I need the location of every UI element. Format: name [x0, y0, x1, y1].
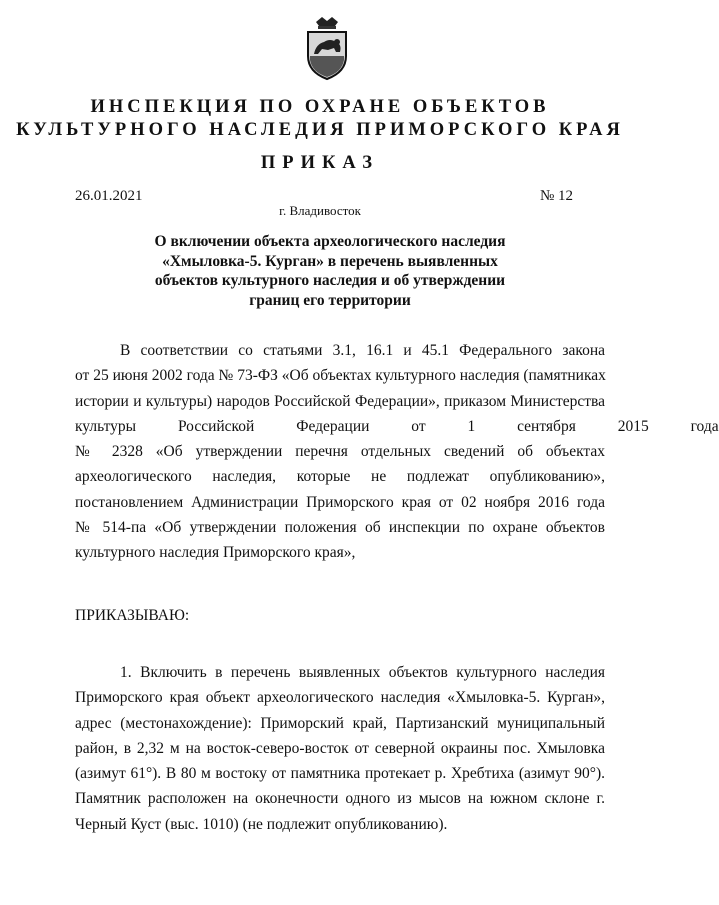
subject-line: «Хмыловка-5. Курган» в перечень выявленных: [162, 252, 498, 270]
paragraph-line: № 514-па «Об утверждении положения об инспекции по охране объектов: [75, 519, 605, 537]
document-type-title: ПРИКАЗ: [260, 153, 380, 173]
item-1-paragraph: [75, 660, 605, 837]
org-name-line-1: ИНСПЕКЦИЯ ПО ОХРАНЕ ОБЪЕКТОВ: [90, 97, 550, 117]
paragraph-line: истории и культуры) народов Российской Федерации», приказом Министерства: [75, 392, 605, 410]
preamble-paragraph: [75, 338, 719, 566]
paragraph-line: В соответствии со статьями 3.1, 16.1 и 45.1 Федерального закона: [120, 342, 605, 359]
paragraph-line: 1. Включить в перечень выявленных объектов культурного наследия: [120, 664, 605, 681]
paragraph-line: Приморского края объект археологического наследия «Хмыловка-5. Курган»,: [75, 689, 605, 707]
paragraph-line: археологического наследия, которые не подлежат опубликованию»,: [75, 468, 605, 486]
subject-line: объектов культурного наследия и об утверждении: [154, 272, 506, 289]
paragraph-line: район, в 2,32 м на восток-северо-восток от северной окраины пос. Хмыловка: [75, 739, 605, 757]
coat-of-arms-icon: [302, 16, 352, 80]
paragraph-line: постановлением Администрации Приморского края от 02 ноября 2016 года: [75, 493, 605, 511]
paragraph-line: культуры Российской Федерации от 1 сентября 2015 года: [75, 417, 719, 435]
paragraph-line: № 2328 «Об утверждении перечня отдельных сведений об объектах: [75, 443, 605, 461]
document-date: 26.01.2021: [75, 188, 143, 204]
paragraph-line: от 25 июня 2002 года № 73-ФЗ «Об объектах культурного наследия (памятниках: [75, 367, 606, 385]
order-word: ПРИКАЗЫВАЮ:: [75, 607, 190, 624]
paragraph-line: Памятник расположен на оконечности одного из мысов на южном склоне г.: [75, 790, 605, 808]
document-city: г. Владивосток: [279, 203, 361, 218]
subject-line: О включении объекта археологического наследия: [154, 233, 506, 250]
paragraph-line: (азимут 61°). В 80 м востоку от памятника протекает р. Хребтиха (азимут 90°).: [75, 765, 605, 783]
document-subject: [120, 232, 540, 310]
subject-line: границ его территории: [249, 291, 411, 309]
paragraph-line: Черный Куст (выс. 1010) (не подлежит опубликованию).: [75, 815, 448, 833]
document-number: № 12: [539, 188, 573, 204]
paragraph-line: культурного наследия Приморского края»,: [75, 544, 356, 562]
paragraph-line: адрес (местонахождение): Приморский край, Партизанский муниципальный: [75, 714, 605, 732]
org-name-line-2: КУЛЬТУРНОГО НАСЛЕДИЯ ПРИМОРСКОГО КРАЯ: [16, 120, 624, 140]
